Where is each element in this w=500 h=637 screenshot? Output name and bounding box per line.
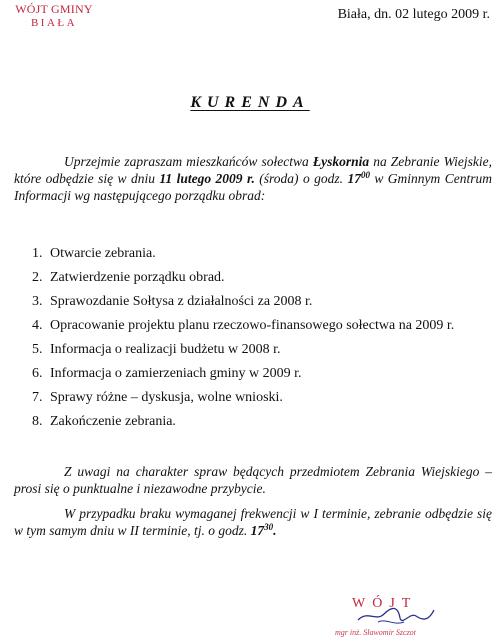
village-name: Łyskornia <box>312 154 370 169</box>
agenda-text: Zakończenie zebrania. <box>50 414 176 429</box>
agenda-number: 7. <box>32 390 43 405</box>
meeting-hour-value: 17 <box>347 171 361 186</box>
agenda-number: 1. <box>32 246 43 261</box>
agenda-number: 4. <box>32 318 43 333</box>
signature-stamp: WÓJT <box>352 596 418 611</box>
second-term-hour-period: . <box>273 523 277 538</box>
agenda-text: Opracowanie projektu planu rzeczowo-finansowego sołectwa na 2009 r. <box>50 318 455 333</box>
closing-paragraph-2-text: W przypadku braku wymaganej frekwencji w I terminie, zebranie odbędzie się w tym samym dniu w II terminie, tj. o godz. <box>14 506 492 538</box>
agenda-item <box>32 341 494 358</box>
stamp-line-1: WÓJT GMINY <box>15 2 93 16</box>
intro-text-3: (środa) o godz. <box>254 171 348 186</box>
agenda-number: 6. <box>32 366 43 381</box>
agenda-item <box>32 413 494 430</box>
intro-text-1: Uprzejmie zapraszam mieszkańców sołectwa <box>64 154 313 169</box>
agenda-item <box>32 317 494 334</box>
agenda-item <box>32 389 494 406</box>
closing-paragraph-2 <box>14 505 492 539</box>
agenda-item <box>32 269 494 286</box>
signatory-name: mgr inż. Sławomir Szczot <box>335 628 416 637</box>
agenda-item <box>32 365 494 382</box>
agenda-number: 3. <box>32 294 43 309</box>
agenda-list <box>32 245 494 437</box>
closing-section <box>14 463 492 547</box>
agenda-text: Zatwierdzenie porządku obrad. <box>50 270 225 285</box>
document-title <box>0 94 500 112</box>
agenda-number: 2. <box>32 270 43 285</box>
agenda-text: Informacja o zamierzeniach gminy w 2009 r. <box>50 366 302 381</box>
agenda-text: Sprawy różne – dyskusja, wolne wnioski. <box>50 390 283 405</box>
meeting-hour <box>347 171 370 186</box>
meeting-date: 11 lutego 2009 r. <box>159 171 255 186</box>
second-term-hour-minutes: 30 <box>264 522 274 532</box>
intro-paragraph <box>14 153 492 204</box>
closing-paragraph-1: Z uwagi na charakter spraw będących przedmiotem Zebrania Wiejskiego – prosi się o punktualne i niezawodne przybycie. <box>14 464 492 496</box>
handwritten-signature <box>338 592 448 632</box>
second-term-hour-value: 17 <box>250 523 265 538</box>
agenda-text: Informacja o realizacji budżetu w 2008 r. <box>50 342 281 357</box>
title-text: KURENDA <box>190 94 310 111</box>
meeting-hour-minutes: 00 <box>360 170 370 180</box>
intro-text-2: na Zebranie Wiejskie, które odbędzie się w dniu <box>14 154 492 186</box>
office-stamp <box>6 3 102 29</box>
agenda-item <box>32 245 494 262</box>
intro-text-4: w Gminnym Centrum Informacji wg następującego porządku obrad: <box>14 171 492 203</box>
agenda-number: 5. <box>32 342 43 357</box>
document-date: Biała, dn. 02 lutego 2009 r. <box>337 7 490 22</box>
stamp-line-2: BIAŁA <box>30 16 78 29</box>
second-term-hour <box>251 523 277 538</box>
agenda-text: Sprawozdanie Sołtysa z działalności za 2008 r. <box>50 294 313 309</box>
agenda-item <box>32 293 494 310</box>
agenda-text: Otwarcie zebrania. <box>50 246 156 261</box>
agenda-number: 8. <box>32 414 43 429</box>
